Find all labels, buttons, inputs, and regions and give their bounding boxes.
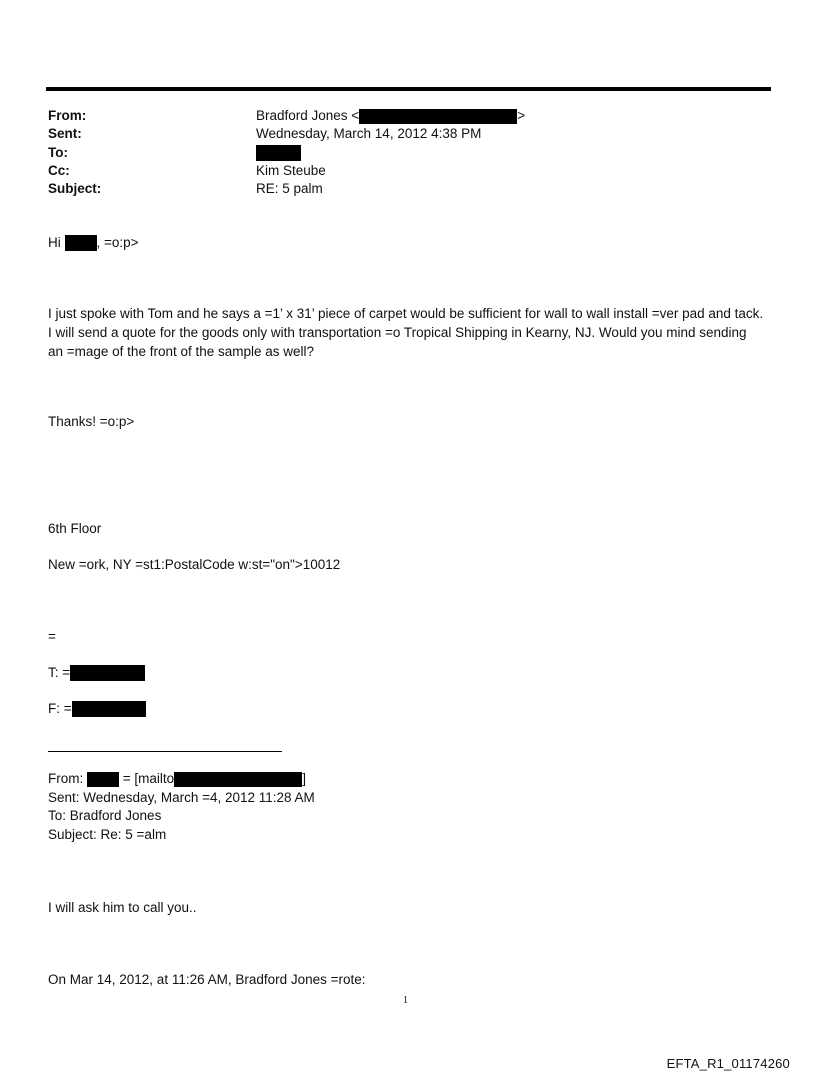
email-header (48, 107, 525, 198)
redacted-phone (70, 665, 145, 681)
redacted-name (65, 235, 97, 251)
redacted-fax (72, 701, 146, 717)
quoted-from (48, 770, 315, 789)
cc-row (48, 162, 525, 180)
greeting-suffix: , =o:p> (96, 235, 139, 250)
quoted-on-date: On Mar 14, 2012, at 11:26 AM, Bradford Jones =rote: (48, 972, 366, 987)
redacted-email (359, 109, 517, 124)
sent-row (48, 125, 525, 143)
quoted-from-mid: = [mailto (122, 771, 175, 786)
address-city: New =ork, NY =st1:PostalCode w:st="on">10012 (48, 557, 341, 572)
to-value (256, 144, 301, 162)
quoted-reply: I will ask him to call you.. (48, 900, 197, 915)
greeting-prefix: Hi (48, 235, 61, 250)
greeting (48, 233, 139, 252)
fax-label: F: = (48, 701, 72, 716)
from-row (48, 107, 525, 125)
subject-label: Subject: (48, 181, 102, 197)
redacted-mailto (174, 772, 302, 787)
quoted-subject: Subject: Re: 5 =alm (48, 826, 167, 842)
sent-label: Sent: (48, 126, 82, 142)
body-line-3: an =mage of the front of the sample as well? (48, 344, 315, 359)
equals-line: = (48, 629, 56, 644)
quote-separator (48, 751, 282, 752)
to-label: To: (48, 144, 68, 160)
cc-label: Cc: (48, 162, 70, 178)
quoted-from-prefix: From: (48, 771, 84, 786)
bates-number: EFTA_R1_01174260 (666, 1056, 790, 1071)
page-number: 1 (403, 995, 408, 1006)
quoted-sent: Sent: Wednesday, March =4, 2012 11:28 AM (48, 789, 315, 805)
body-line-1: I just spoke with Tom and he says a =1’ x 31’ piece of carpet would be sufficient for wall to wall install =ver pad and tack. (48, 306, 764, 321)
thanks-line: Thanks! =o:p> (48, 414, 135, 429)
from-value (256, 107, 525, 125)
subject-value: RE: 5 palm (256, 181, 323, 197)
header-rule (46, 87, 771, 91)
from-label: From: (48, 108, 87, 123)
from-close: > (517, 108, 526, 123)
address-floor: 6th Floor (48, 521, 102, 536)
fax-line (48, 699, 146, 718)
redacted-recipient (256, 145, 301, 161)
phone-label: T: = (48, 665, 71, 680)
to-row (48, 144, 525, 162)
phone-line (48, 663, 145, 682)
cc-value: Kim Steube (256, 162, 326, 178)
quoted-header (48, 770, 315, 844)
body-line-2: I will send a quote for the goods only with transportation =o Tropical Shipping in Kearny, NJ. Would you mind sending (48, 325, 747, 340)
redacted-sender (87, 772, 119, 787)
quoted-to: To: Bradford Jones (48, 808, 162, 823)
sent-value: Wednesday, March 14, 2012 4:38 PM (256, 126, 482, 142)
quoted-from-close: ] (302, 771, 306, 786)
subject-row (48, 180, 525, 198)
from-name: Bradford Jones < (256, 108, 360, 123)
